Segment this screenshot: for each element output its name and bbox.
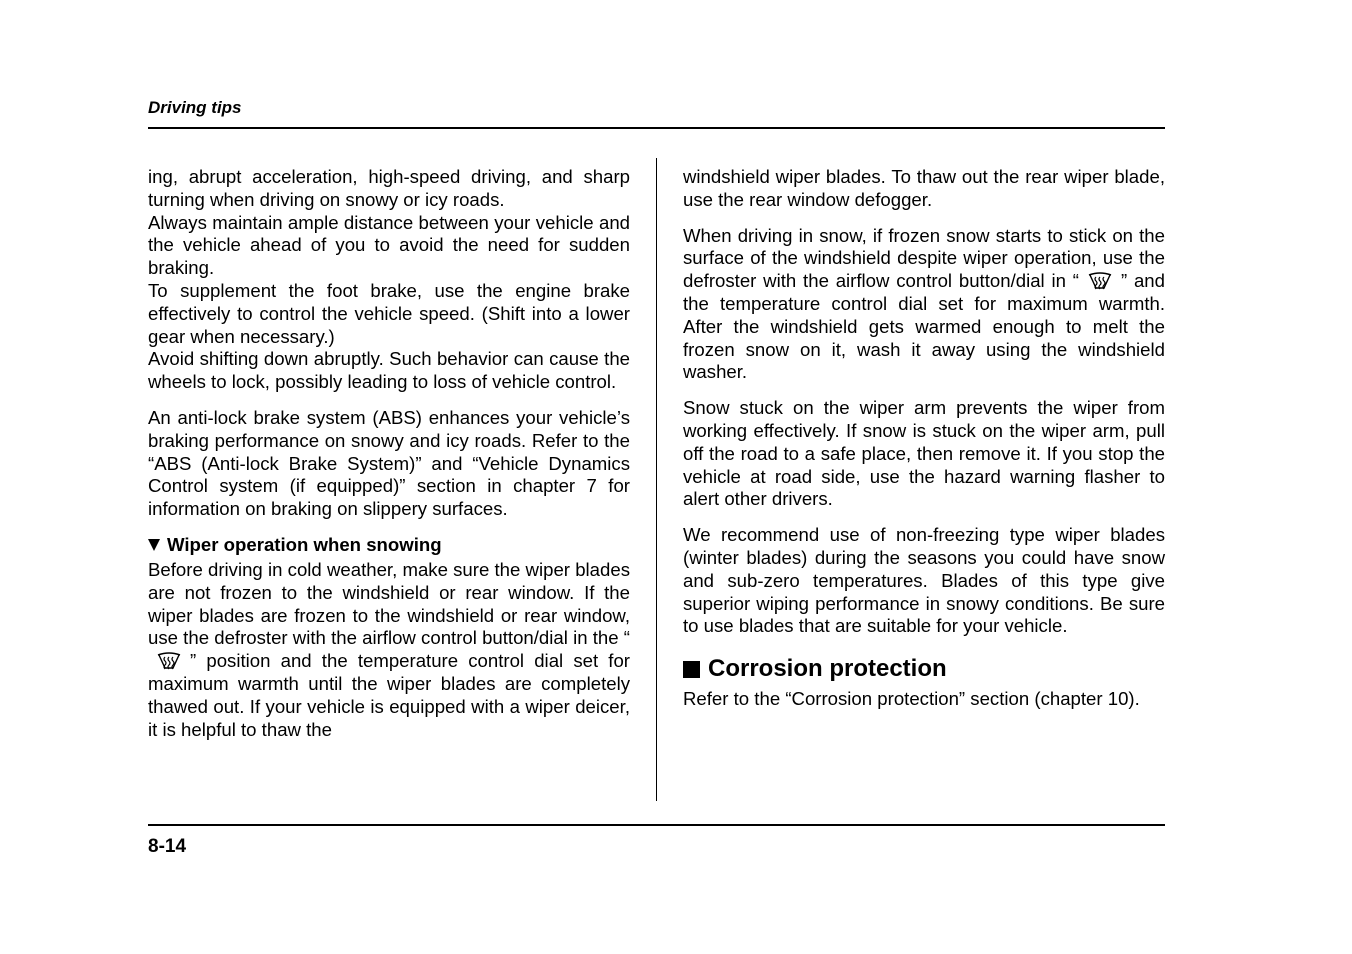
- page-number: 8-14: [148, 836, 187, 857]
- paragraph-text: ” and the temperature control dial set for maximum warmth. After the windshield gets warmed enough to melt the frozen snow on it, wash it away using the windshield washer.: [683, 270, 1165, 383]
- subheading: [148, 533, 630, 557]
- windshield-defroster-icon: [156, 651, 182, 671]
- paragraph: ing, abrupt acceleration, high-speed driving, and sharp turning when driving on snowy or icy roads.: [148, 166, 630, 210]
- header-rule: [148, 127, 1165, 129]
- windshield-defroster-icon: [1087, 271, 1113, 291]
- subheading-text: Wiper operation when snowing: [167, 533, 442, 555]
- column-divider: [656, 158, 657, 801]
- left-column: [148, 166, 630, 741]
- running-header: Driving tips: [148, 98, 242, 117]
- paragraph: To supplement the foot brake, use the engine brake effectively to control the vehicle speed. (Shift into a lower gear when necessary.): [148, 279, 630, 347]
- right-column: [683, 166, 1165, 711]
- paragraph-text: When driving in snow, if frozen snow starts to stick on the surface of the windshield despite wiper operation, use the defroster with the airflow control button/dial in “: [683, 224, 1165, 292]
- paragraph: An anti-lock brake system (ABS) enhances your vehicle’s braking performance on snowy and icy roads. Refer to the “ABS (Anti-lock Brake System)” and “Vehicle Dynamics Control system (if equipped)” section in chapter 7 for information on braking on slippery surfaces.: [148, 406, 630, 520]
- paragraph: Snow stuck on the wiper arm prevents the wiper from working effectively. If snow is stuck on the wiper arm, pull off the road to a safe place, then remove it. If you stop the vehicle at road side, use the hazard warning flasher to alert other drivers.: [683, 397, 1165, 510]
- section-heading-text: Corrosion protection: [708, 655, 947, 683]
- paragraph: windshield wiper blades. To thaw out the rear wiper blade, use the rear window defogger.: [683, 166, 1165, 210]
- paragraph: [683, 225, 1165, 385]
- paragraph: We recommend use of non-freezing type wiper blades (winter blades) during the seasons you could have snow and sub-zero temperatures. Blades of this type give superior wiping performance in snowy conditions. Be sure to use blades that are suitable for your vehicle.: [683, 524, 1165, 637]
- paragraph: Avoid shifting down abruptly. Such behavior can cause the wheels to lock, possibly leading to loss of vehicle control.: [148, 348, 630, 393]
- triangle-down-icon: [148, 539, 160, 551]
- paragraph: [148, 559, 630, 741]
- paragraph: Refer to the “Corrosion protection” section (chapter 10).: [683, 688, 1140, 710]
- paragraph-text: Before driving in cold weather, make sure the wiper blades are not frozen to the windshield or rear window. If the wiper blades are frozen to the windshield or rear window, use the defroster with the airflow control button/dial in the “: [148, 558, 630, 649]
- footer-rule: [148, 824, 1165, 826]
- section-heading: [683, 654, 1165, 684]
- paragraph: Always maintain ample distance between your vehicle and the vehicle ahead of you to avoid the need for sudden braking.: [148, 211, 630, 279]
- paragraph-text: ” position and the temperature control dial set for maximum warmth until the wiper blades are completely thawed out. If your vehicle is equipped with a wiper deicer, it is helpful to thaw the: [148, 650, 630, 740]
- filled-square-icon: [683, 661, 700, 678]
